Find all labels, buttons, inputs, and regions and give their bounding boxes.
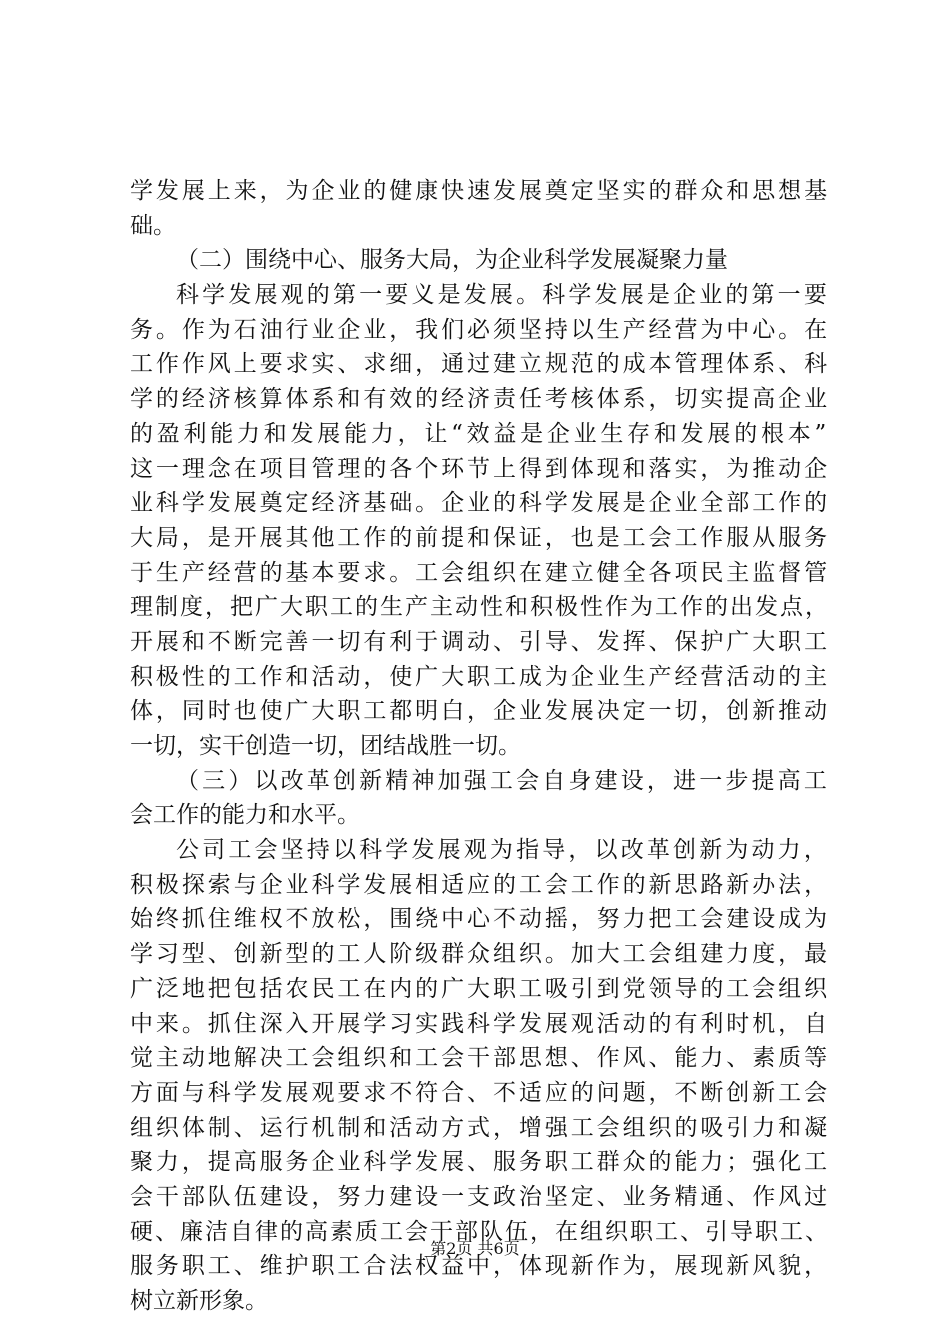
text-line: 广泛地把包括农民工在内的广大职工吸引到党领导的工会组织 xyxy=(130,975,830,1002)
text-line: 体，同时也使广大职工都明白，企业发展决定一切，创新推动 xyxy=(130,698,830,725)
text-line: 理制度，把广大职工的生产主动性和积极性作为工作的出发点， xyxy=(130,594,830,621)
text-line: 科学发展观的第一要义是发展。科学发展是企业的第一要 xyxy=(176,282,830,309)
text-line: 积极探索与企业科学发展相适应的工会工作的新思路新办法， xyxy=(130,871,830,898)
text-line: 的盈利能力和发展能力，让“效益是企业生存和发展的根本” xyxy=(130,420,830,447)
text-line: 服务职工、维护职工合法权益中，体现新作为，展现新风貌， xyxy=(130,1253,830,1280)
text-line: 硬、廉洁自律的高素质工会干部队伍，在组织职工、引导职工、 xyxy=(130,1218,830,1245)
text-line: （三）以改革创新精神加强工会自身建设，进一步提高工 xyxy=(176,767,830,794)
text-line: 业科学发展奠定经济基础。企业的科学发展是企业全部工作的 xyxy=(130,490,830,517)
text-line: 础。 xyxy=(130,212,176,239)
text-line: 这一理念在项目管理的各个环节上得到体现和落实，为推动企 xyxy=(130,455,830,482)
text-line: 积极性的工作和活动，使广大职工成为企业生产经营活动的主 xyxy=(130,663,830,690)
text-line: 树立新形象。 xyxy=(130,1288,268,1314)
text-line: 组织体制、运行机制和活动方式，增强工会组织的吸引力和凝 xyxy=(130,1114,830,1141)
text-line: （二）围绕中心、服务大局，为企业科学发展凝聚力量 xyxy=(176,247,728,274)
text-line: 学习型、创新型的工人阶级群众组织。加大工会组建力度，最 xyxy=(130,941,830,968)
text-line: 开展和不断完善一切有利于调动、引导、发挥、保护广大职工 xyxy=(130,628,830,655)
text-line: 公司工会坚持以科学发展观为指导，以改革创新为动力， xyxy=(176,837,830,864)
text-line: 一切，实干创造一切，团结战胜一切。 xyxy=(130,733,521,759)
text-line: 大局，是开展其他工作的前提和保证，也是工会工作服从服务 xyxy=(130,524,830,551)
text-line: 觉主动地解决工会组织和工会干部思想、作风、能力、素质等 xyxy=(130,1045,830,1072)
text-line: 中来。抓住深入开展学习实践科学发展观活动的有利时机，自 xyxy=(130,1010,830,1037)
text-line: 工作作风上要求实、求细，通过建立规范的成本管理体系、科 xyxy=(130,351,830,378)
page-footer: 第2页 共6页 xyxy=(430,1239,520,1258)
text-line: 始终抓住维权不放松，围绕中心不动摇，努力把工会建设成为 xyxy=(130,906,830,933)
text-line: 务。作为石油行业企业，我们必须坚持以生产经营为中心。在 xyxy=(130,316,830,343)
text-line: 会干部队伍建设，努力建设一支政治坚定、业务精通、作风过 xyxy=(130,1183,830,1210)
text-line: 学发展上来，为企业的健康快速发展奠定坚实的群众和思想基 xyxy=(130,178,830,204)
text-line: 于生产经营的基本要求。工会组织在建立健全各项民主监督管 xyxy=(130,559,830,586)
text-line: 聚力，提高服务企业科学发展、服务职工群众的能力；强化工 xyxy=(130,1149,830,1176)
document-body xyxy=(130,174,830,1319)
text-line: 方面与科学发展观要求不符合、不适应的问题，不断创新工会 xyxy=(130,1079,830,1106)
text-line: 会工作的能力和水平。 xyxy=(130,802,360,829)
text-line: 学的经济核算体系和有效的经济责任考核体系，切实提高企业 xyxy=(130,386,830,413)
